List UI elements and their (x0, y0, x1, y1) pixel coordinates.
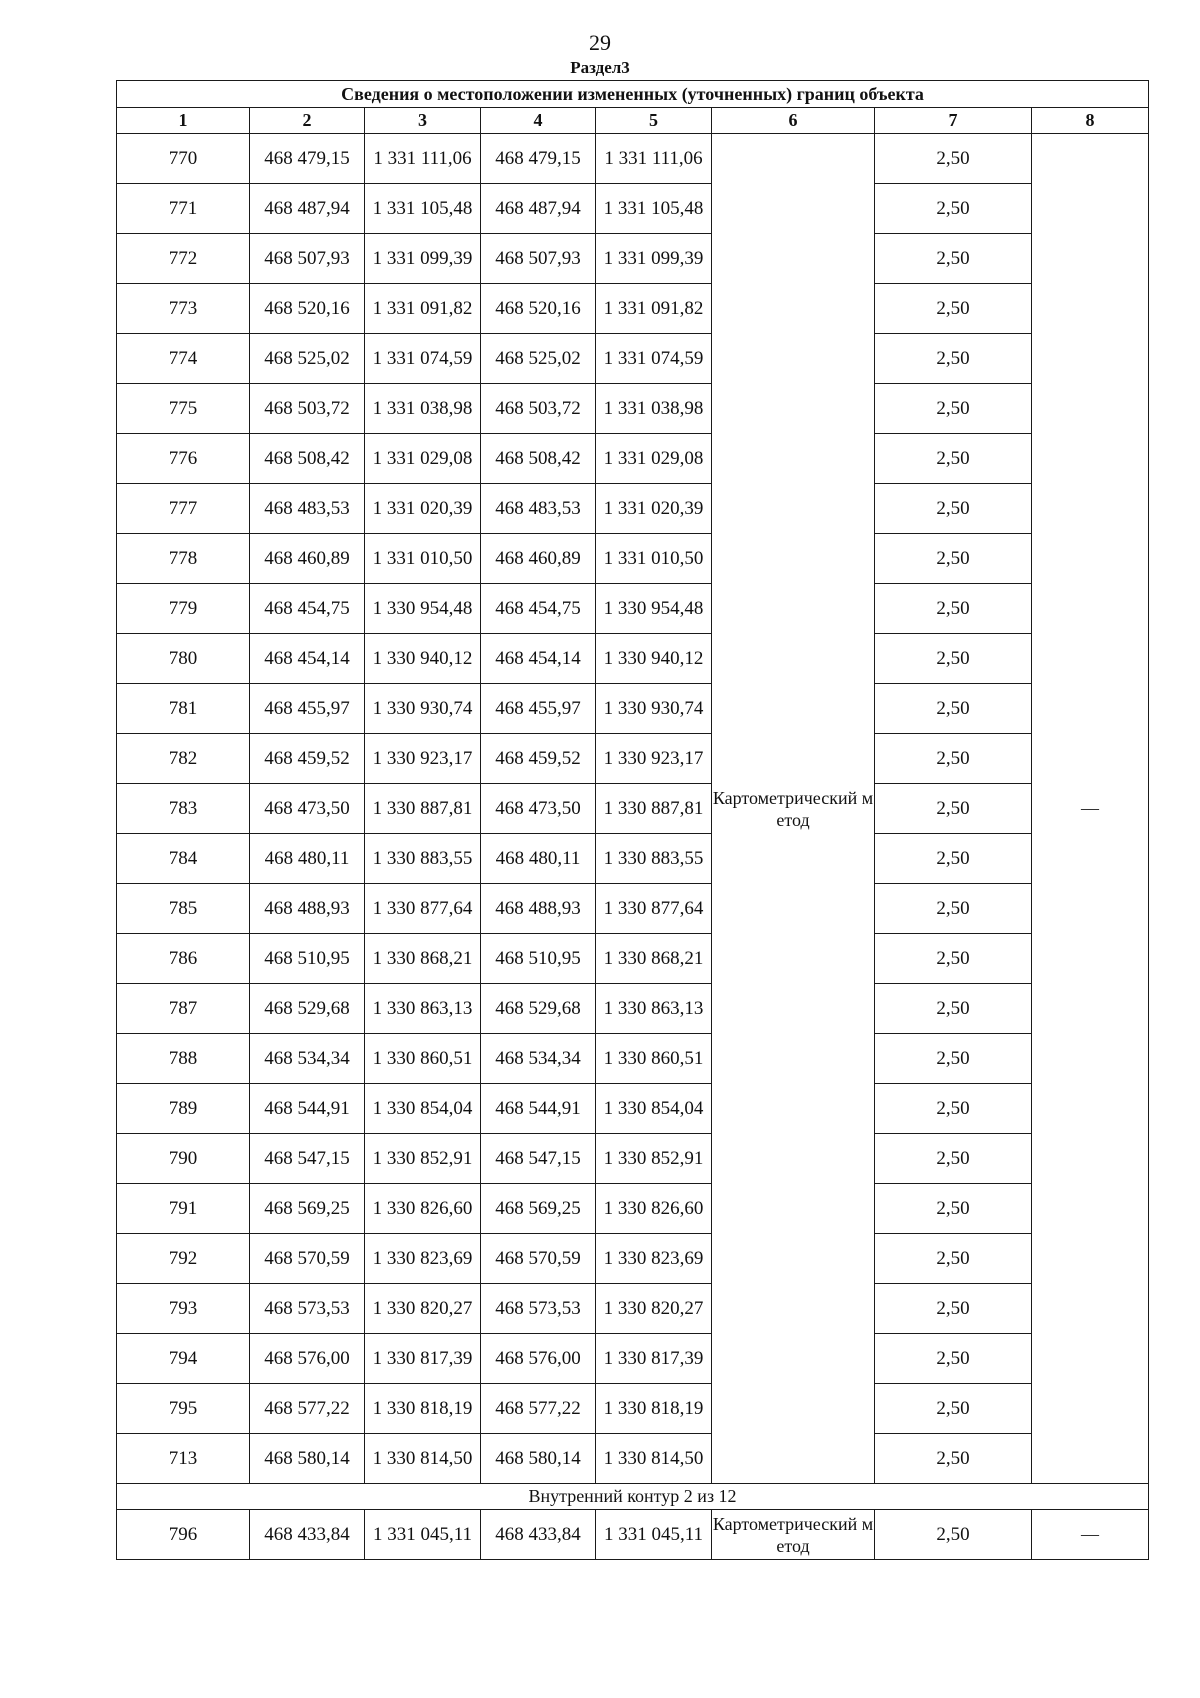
table-cell: 2,50 (875, 1284, 1032, 1334)
table-cell: 779 (117, 584, 250, 634)
table-cell: 468 534,34 (481, 1034, 596, 1084)
table-cell: 2,50 (875, 384, 1032, 434)
table-cell: 468 577,22 (481, 1384, 596, 1434)
table-cell: 1 331 105,48 (365, 184, 481, 234)
table-cell: 468 455,97 (250, 684, 365, 734)
contour-label-row (117, 1484, 1149, 1510)
table-cell: 468 454,14 (250, 634, 365, 684)
table-cell: 468 570,59 (250, 1234, 365, 1284)
table-cell: 1 330 817,39 (596, 1334, 712, 1384)
table-cell: 468 488,93 (481, 884, 596, 934)
table-row (117, 1434, 1149, 1484)
table-cell: 775 (117, 384, 250, 434)
table-cell: 2,50 (875, 534, 1032, 584)
table-cell: 793 (117, 1284, 250, 1334)
table-cell: 773 (117, 284, 250, 334)
table-cell: 1 330 877,64 (596, 884, 712, 934)
table-cell: 791 (117, 1184, 250, 1234)
table-row (117, 884, 1149, 934)
table-cell: 772 (117, 234, 250, 284)
table-cell: 468 454,14 (481, 634, 596, 684)
table-cell: 2,50 (875, 1134, 1032, 1184)
table-row (117, 834, 1149, 884)
table-cell: 468 508,42 (250, 434, 365, 484)
table-cell: 785 (117, 884, 250, 934)
table-cell: 468 459,52 (481, 734, 596, 784)
page-number: 29 (589, 30, 611, 55)
table-cell: 780 (117, 634, 250, 684)
table-cell: 788 (117, 1034, 250, 1084)
table-cell: 1 331 045,11 (365, 1510, 481, 1560)
table-cell: 1 330 887,81 (596, 784, 712, 834)
table-cell: 468 534,34 (250, 1034, 365, 1084)
table-cell: 2,50 (875, 934, 1032, 984)
table-cell: 2,50 (875, 1034, 1032, 1084)
table-cell: 1 330 852,91 (365, 1134, 481, 1184)
table-row (117, 734, 1149, 784)
table-cell: 468 544,91 (250, 1084, 365, 1134)
table-cell: 468 503,72 (481, 384, 596, 434)
table-cell: 1 331 091,82 (596, 284, 712, 334)
table-cell: 468 460,89 (481, 534, 596, 584)
table-cell: 2,50 (875, 334, 1032, 384)
table-row (117, 484, 1149, 534)
table-cell: 1 330 930,74 (365, 684, 481, 734)
table-cell: 2,50 (875, 834, 1032, 884)
table-cell: 792 (117, 1234, 250, 1284)
table-row (117, 1134, 1149, 1184)
table-cell: 1 331 038,98 (596, 384, 712, 434)
table-cell: 468 454,75 (250, 584, 365, 634)
table-cell: 468 573,53 (481, 1284, 596, 1334)
table-cell: 468 487,94 (250, 184, 365, 234)
table-cell: 786 (117, 934, 250, 984)
table-cell: 1 331 020,39 (365, 484, 481, 534)
column-number: 6 (712, 108, 875, 134)
table-cell: 2,50 (875, 784, 1032, 834)
table-cell: 1 330 868,21 (596, 934, 712, 984)
table-cell: 2,50 (875, 184, 1032, 234)
table-cell: 2,50 (875, 234, 1032, 284)
table-cell: 770 (117, 134, 250, 184)
table-cell: 468 479,15 (250, 134, 365, 184)
table-cell: 2,50 (875, 134, 1032, 184)
table-cell: 468 479,15 (481, 134, 596, 184)
table-row (117, 234, 1149, 284)
table-cell: 1 331 111,06 (365, 134, 481, 184)
table-cell: 1 330 854,04 (365, 1084, 481, 1134)
table-cell: 790 (117, 1134, 250, 1184)
table-cell: 1 330 814,50 (596, 1434, 712, 1484)
table-row (117, 434, 1149, 484)
table-cell: 1 330 818,19 (596, 1384, 712, 1434)
table-cell: 1 331 111,06 (596, 134, 712, 184)
table-cell: 468 520,16 (250, 284, 365, 334)
column-number: 2 (250, 108, 365, 134)
table-cell: 1 330 826,60 (596, 1184, 712, 1234)
table-cell: 468 508,42 (481, 434, 596, 484)
table-cell: 771 (117, 184, 250, 234)
table-cell: 468 547,15 (250, 1134, 365, 1184)
table-cell: 468 573,53 (250, 1284, 365, 1334)
table-cell: 2,50 (875, 284, 1032, 334)
table-cell: 2,50 (875, 1084, 1032, 1134)
table-cell: 1 330 820,27 (365, 1284, 481, 1334)
table-cell: 1 330 814,50 (365, 1434, 481, 1484)
table-cell: 784 (117, 834, 250, 884)
table-cell: 2,50 (875, 1234, 1032, 1284)
table-cell: 468 433,84 (250, 1510, 365, 1560)
table-cell: 468 473,50 (250, 784, 365, 834)
table-row (117, 1334, 1149, 1384)
table-cell: 781 (117, 684, 250, 734)
table-cell: 468 529,68 (250, 984, 365, 1034)
table-cell: 468 507,93 (250, 234, 365, 284)
table-cell: 2,50 (875, 1434, 1032, 1484)
table-cell: 468 507,93 (481, 234, 596, 284)
table-cell: 796 (117, 1510, 250, 1560)
table-row (117, 134, 1149, 184)
table-cell: 1 331 010,50 (365, 534, 481, 584)
table-cell: 1 330 940,12 (365, 634, 481, 684)
table-cell: 778 (117, 534, 250, 584)
table-cell: 1 330 954,48 (596, 584, 712, 634)
column-number: 3 (365, 108, 481, 134)
table-cell: 1 331 099,39 (365, 234, 481, 284)
table-cell: 1 330 940,12 (596, 634, 712, 684)
table-cell: 1 330 818,19 (365, 1384, 481, 1434)
table-cell: 2,50 (875, 1510, 1032, 1560)
column-number: 5 (596, 108, 712, 134)
table-cell: 1 330 887,81 (365, 784, 481, 834)
table-cell: 2,50 (875, 1334, 1032, 1384)
measurement-method-cell: Картометрический метод (712, 134, 875, 1484)
column-number: 7 (875, 108, 1032, 134)
table-row (117, 1034, 1149, 1084)
table-cell: 468 454,75 (481, 584, 596, 634)
table-cell: 1 331 029,08 (365, 434, 481, 484)
table-row (117, 1384, 1149, 1434)
table-cell: 468 525,02 (481, 334, 596, 384)
table-cell: 2,50 (875, 884, 1032, 934)
measurement-method-cell: Картометрический метод (712, 1510, 875, 1560)
table-row (117, 284, 1149, 334)
table-cell: 468 529,68 (481, 984, 596, 1034)
table-cell: 787 (117, 984, 250, 1034)
table-cell: 468 577,22 (250, 1384, 365, 1434)
table-row (117, 1234, 1149, 1284)
contour-label: Внутренний контур 2 из 12 (117, 1484, 1149, 1510)
table-body (117, 134, 1149, 1560)
table-cell: 468 510,95 (250, 934, 365, 984)
table-cell: 1 330 852,91 (596, 1134, 712, 1184)
column-number: 1 (117, 108, 250, 134)
column8-dash-cell: — (1032, 1510, 1149, 1560)
table-row (117, 984, 1149, 1034)
table-cell: 1 330 820,27 (596, 1284, 712, 1334)
table-cell: 2,50 (875, 684, 1032, 734)
table-row (117, 1284, 1149, 1334)
table-row (117, 184, 1149, 234)
table-cell: 1 330 860,51 (596, 1034, 712, 1084)
table-cell: 468 580,14 (250, 1434, 365, 1484)
table-cell: 1 331 105,48 (596, 184, 712, 234)
table-cell: 783 (117, 784, 250, 834)
table-row (117, 784, 1149, 834)
table-cell: 468 547,15 (481, 1134, 596, 1184)
table-cell: 1 330 823,69 (365, 1234, 481, 1284)
table-cell: 2,50 (875, 584, 1032, 634)
table-cell: 1 331 074,59 (596, 334, 712, 384)
column-number: 8 (1032, 108, 1149, 134)
table-cell: 1 330 863,13 (596, 984, 712, 1034)
table-cell: 468 510,95 (481, 934, 596, 984)
table-cell: 789 (117, 1084, 250, 1134)
column-number: 4 (481, 108, 596, 134)
table-cell: 1 330 923,17 (596, 734, 712, 784)
table-cell: 1 331 074,59 (365, 334, 481, 384)
table-cell: 468 544,91 (481, 1084, 596, 1134)
table-cell: 468 569,25 (250, 1184, 365, 1234)
table-cell: 1 331 020,39 (596, 484, 712, 534)
table-caption: Сведения о местоположении измененных (уточненных) границ объекта (117, 81, 1149, 108)
table-cell: 468 473,50 (481, 784, 596, 834)
table-cell: 1 330 826,60 (365, 1184, 481, 1234)
table-cell: 1 330 954,48 (365, 584, 481, 634)
table-cell: 2,50 (875, 984, 1032, 1034)
table-cell: 1 331 038,98 (365, 384, 481, 434)
table-cell: 1 330 883,55 (596, 834, 712, 884)
table-cell: 468 503,72 (250, 384, 365, 434)
table-cell: 1 330 883,55 (365, 834, 481, 884)
table-cell: 468 525,02 (250, 334, 365, 384)
table-row (117, 584, 1149, 634)
table-cell: 1 330 854,04 (596, 1084, 712, 1134)
table-cell: 1 330 860,51 (365, 1034, 481, 1084)
table-row (117, 1510, 1149, 1560)
table-cell: 2,50 (875, 634, 1032, 684)
table-cell: 468 480,11 (481, 834, 596, 884)
table-cell: 1 330 868,21 (365, 934, 481, 984)
table-cell: 468 580,14 (481, 1434, 596, 1484)
table-cell: 468 520,16 (481, 284, 596, 334)
table-cell: 1 330 823,69 (596, 1234, 712, 1284)
table-cell: 776 (117, 434, 250, 484)
table-cell: 1 331 010,50 (596, 534, 712, 584)
table-cell: 1 330 930,74 (596, 684, 712, 734)
table-cell: 1 331 045,11 (596, 1510, 712, 1560)
table-cell: 794 (117, 1334, 250, 1384)
table-cell: 468 487,94 (481, 184, 596, 234)
table-cell: 2,50 (875, 1384, 1032, 1434)
section-title: Раздел3 (570, 58, 630, 77)
column8-dash-cell: — (1032, 134, 1149, 1484)
table-row (117, 934, 1149, 984)
table-cell: 468 459,52 (250, 734, 365, 784)
table-cell: 468 576,00 (250, 1334, 365, 1384)
table-cell: 468 455,97 (481, 684, 596, 734)
table-cell: 1 331 029,08 (596, 434, 712, 484)
table-cell: 468 433,84 (481, 1510, 596, 1560)
table-cell: 2,50 (875, 434, 1032, 484)
table-cell: 1 330 923,17 (365, 734, 481, 784)
table-cell: 468 460,89 (250, 534, 365, 584)
table-cell: 777 (117, 484, 250, 534)
table-cell: 468 576,00 (481, 1334, 596, 1384)
table-row (117, 384, 1149, 434)
table-cell: 2,50 (875, 1184, 1032, 1234)
table-cell: 2,50 (875, 734, 1032, 784)
table-cell: 468 483,53 (481, 484, 596, 534)
table-row (117, 534, 1149, 584)
table-cell: 795 (117, 1384, 250, 1434)
table-row (117, 634, 1149, 684)
table-cell: 2,50 (875, 484, 1032, 534)
table-cell: 468 480,11 (250, 834, 365, 884)
table-cell: 713 (117, 1434, 250, 1484)
table-cell: 468 569,25 (481, 1184, 596, 1234)
table-row (117, 684, 1149, 734)
table-cell: 1 331 091,82 (365, 284, 481, 334)
table-cell: 468 483,53 (250, 484, 365, 534)
table-row (117, 1184, 1149, 1234)
table-cell: 1 331 099,39 (596, 234, 712, 284)
table-cell: 1 330 863,13 (365, 984, 481, 1034)
table-cell: 1 330 817,39 (365, 1334, 481, 1384)
table-cell: 468 570,59 (481, 1234, 596, 1284)
boundary-coordinates-table (116, 80, 1149, 1560)
table-row (117, 1084, 1149, 1134)
table-cell: 468 488,93 (250, 884, 365, 934)
table-cell: 774 (117, 334, 250, 384)
table-cell: 782 (117, 734, 250, 784)
table-row (117, 334, 1149, 384)
table-cell: 1 330 877,64 (365, 884, 481, 934)
